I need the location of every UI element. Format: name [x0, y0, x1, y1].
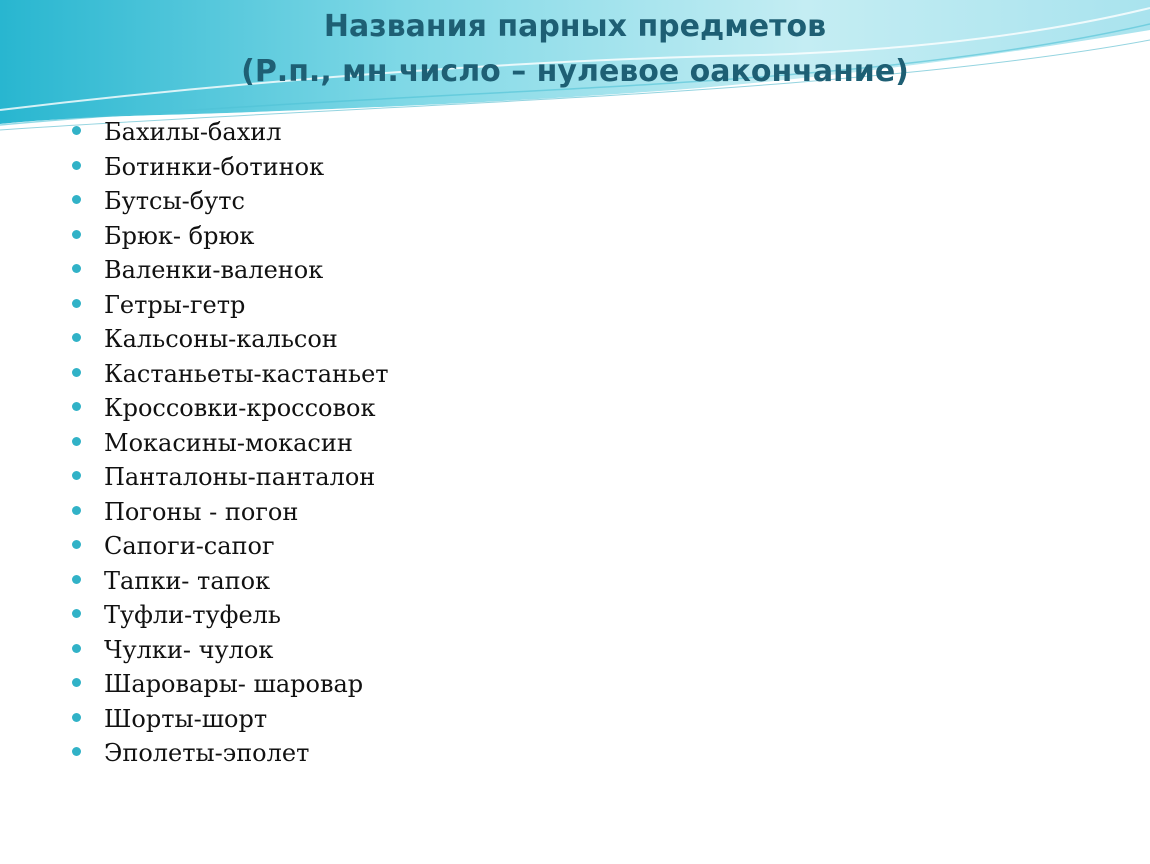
bullet-icon: [72, 609, 81, 618]
bullet-icon: [72, 713, 81, 722]
bullet-icon: [72, 299, 81, 308]
list-item: [72, 495, 389, 530]
bullet-icon: [72, 195, 81, 204]
list-item: [72, 357, 389, 392]
list-item-text: Кастаньеты-кастаньет: [104, 359, 389, 388]
list-item-text: Бахилы-бахил: [104, 118, 282, 146]
list-item: [72, 529, 389, 564]
list-item: [72, 633, 389, 668]
list-item-text: Мокасины-мокасин: [104, 428, 353, 457]
list-item-text: Панталоны-панталон: [104, 463, 376, 491]
list-item-text: Гетры-гетр: [104, 290, 246, 319]
list-item: [72, 667, 389, 702]
list-item-text: Бутсы-бутс: [104, 187, 245, 215]
list-item: [72, 322, 389, 357]
list-item-text: Брюк- брюк: [104, 221, 255, 250]
bullet-icon: [72, 506, 81, 515]
bullet-icon: [72, 264, 81, 273]
bullet-icon: [72, 471, 81, 480]
list-item-text: Эполеты-эполет: [104, 739, 310, 767]
list-item-text: Кальсоны-кальсон: [104, 325, 338, 353]
bullet-icon: [72, 333, 81, 342]
word-list: [72, 115, 389, 771]
list-item-text: Чулки- чулок: [104, 635, 274, 664]
list-item-text: Шорты-шорт: [104, 704, 268, 733]
list-item-text: Шаровары- шаровар: [104, 670, 364, 698]
bullet-icon: [72, 437, 81, 446]
list-item: [72, 736, 389, 771]
title-line-2: (Р.п., мн.число – нулевое оакончание): [241, 54, 909, 89]
list-item-text: Погоны - погон: [104, 497, 299, 526]
list-item-text: Тапки- тапок: [104, 566, 271, 595]
bullet-icon: [72, 575, 81, 584]
list-item: [72, 564, 389, 599]
list-item: [72, 150, 389, 185]
list-item: [72, 702, 389, 737]
list-item: [72, 219, 389, 254]
list-item: [72, 288, 389, 323]
list-item: [72, 460, 389, 495]
slide-title: [0, 4, 1150, 94]
list-item-text: Сапоги-сапог: [104, 532, 275, 560]
list-item: [72, 391, 389, 426]
bullet-icon: [72, 678, 81, 687]
bullet-icon: [72, 230, 81, 239]
list-item-text: Ботинки-ботинок: [104, 152, 325, 181]
bullet-icon: [72, 644, 81, 653]
bullet-icon: [72, 747, 81, 756]
list-item: [72, 426, 389, 461]
list-item-text: Валенки-валенок: [104, 256, 324, 284]
bullet-icon: [72, 161, 81, 170]
list-item: [72, 184, 389, 219]
bullet-icon: [72, 368, 81, 377]
list-item: [72, 598, 389, 633]
bullet-icon: [72, 402, 81, 411]
list-item: [72, 115, 389, 150]
list-item-text: Кроссовки-кроссовок: [104, 394, 376, 422]
list-item-text: Туфли-туфель: [104, 601, 281, 629]
bullet-icon: [72, 126, 81, 135]
list-item: [72, 253, 389, 288]
title-line-1: Названия парных предметов: [323, 9, 827, 44]
bullet-icon: [72, 540, 81, 549]
